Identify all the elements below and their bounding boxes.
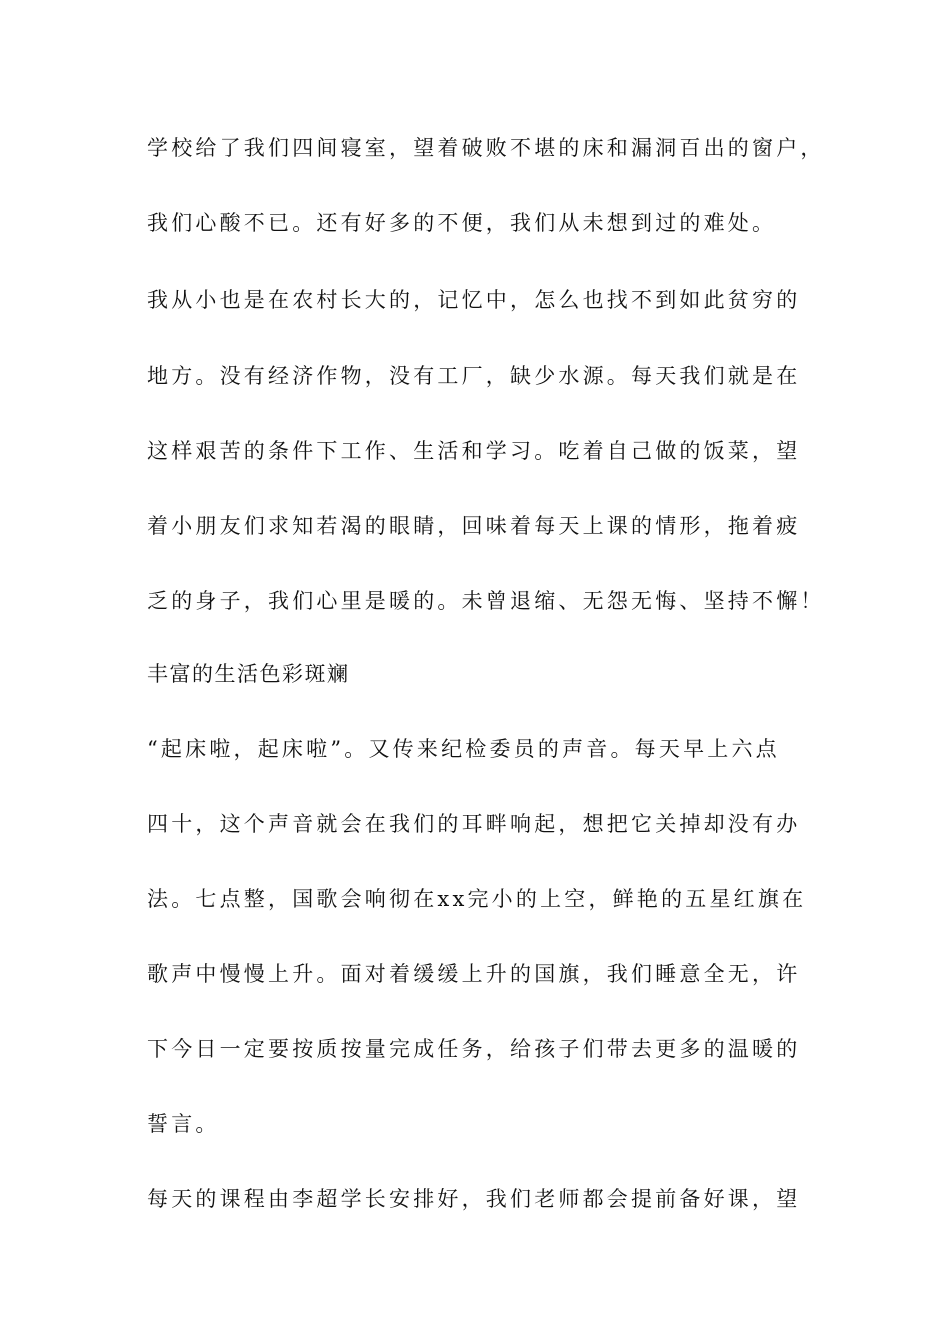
paragraph-line: 乏的身子，我们心里是暖的。未曾退缩、无怨无悔、坚持不懈！ [147, 589, 825, 613]
paragraph-line: 我从小也是在农村长大的，记忆中，怎么也找不到如此贫穷的 [147, 288, 801, 312]
paragraph-line: 每天的课程由李超学长安排好，我们老师都会提前备好课，望 [147, 1187, 801, 1211]
paragraph-line: “起床啦，起床啦”。又传来纪检委员的声音。每天早上六点 [147, 737, 780, 761]
paragraph-line: 下今日一定要按质按量完成任务，给孩子们带去更多的温暖的 [147, 1037, 801, 1061]
paragraph-line: 地方。没有经济作物，没有工厂，缺少水源。每天我们就是在 [147, 364, 801, 388]
paragraph-line: 学校给了我们四间寝室，望着破败不堪的床和漏洞百出的窗户， [147, 136, 825, 160]
section-heading: 丰富的生活色彩斑斓 [147, 662, 350, 686]
paragraph-line: 誓言。 [147, 1112, 220, 1136]
paragraph-line: 法。七点整，国歌会响彻在xx完小的上空，鲜艳的五星红旗在 [147, 887, 807, 911]
paragraph-line: 四十，这个声音就会在我们的耳畔响起，想把它关掉却没有办 [147, 812, 801, 836]
paragraph-line: 这样艰苦的条件下工作、生活和学习。吃着自己做的饭菜，望 [147, 439, 801, 463]
paragraph-line: 着小朋友们求知若渴的眼睛，回味着每天上课的情形，拖着疲 [147, 514, 801, 538]
paragraph-line: 歌声中慢慢上升。面对着缓缓上升的国旗，我们睡意全无，许 [147, 962, 801, 986]
paragraph-line: 我们心酸不已。还有好多的不便，我们从未想到过的难处。 [147, 211, 777, 235]
